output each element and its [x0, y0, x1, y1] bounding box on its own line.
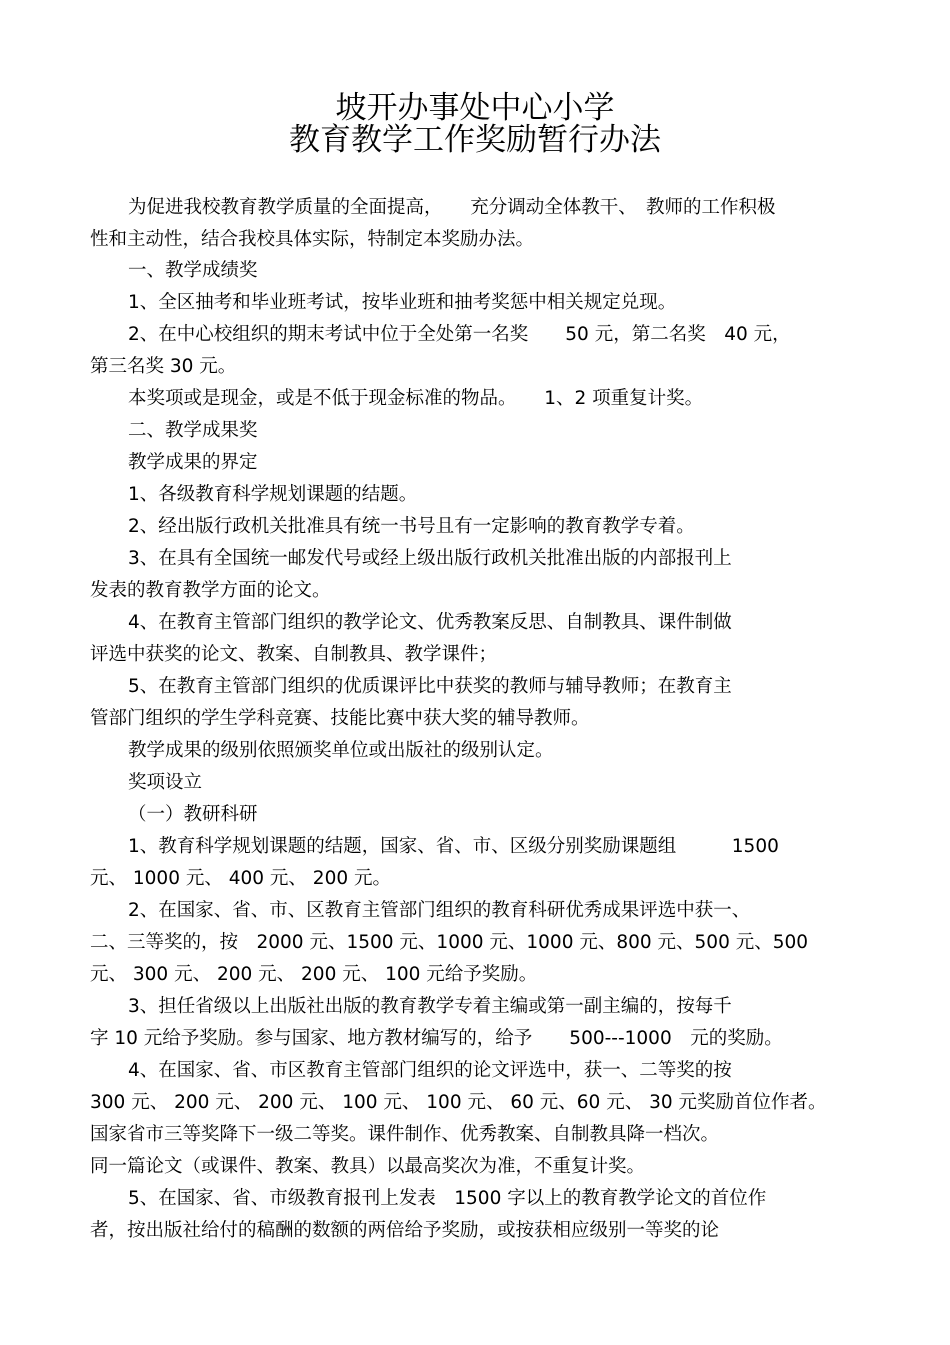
body-line: 教学成果的级别依照颁奖单位或出版社的级别认定。 [128, 740, 554, 761]
body-line: 者，按出版社给付的稿酬的数额的两倍给予奖励，或按获相应级别一等奖的论 [90, 1220, 720, 1241]
body-line: 2、经出版行政机关批准具有统一书号且有一定影响的教育教学专着。 [128, 516, 695, 537]
body-line: 二、三等奖的，按 2000 元、1500 元、1000 元、1000 元、800 元、500 元、500 [90, 932, 809, 953]
body-line: 第三名奖 30 元。 [90, 356, 237, 377]
body-line: 发表的教育教学方面的论文。 [90, 580, 331, 601]
body-line: 国家省市三等奖降下一级二等奖。课件制作、优秀教案、自制教具降一档次。 [90, 1124, 720, 1145]
section-heading: 一、教学成绩奖 [128, 260, 258, 281]
title-line-1: 坡开办事处中心小学 [335, 90, 615, 126]
body-line: 5、在国家、省、市级教育报刊上发表 1500 字以上的教育教学论文的首位作 [128, 1188, 767, 1209]
body-line: 2、在中心校组织的期末考试中位于全处第一名奖 50 元，第二名奖 40 元， [128, 324, 791, 345]
body-line: 4、在教育主管部门组织的教学论文、优秀教案反思、自制教具、课件制做 [128, 612, 732, 633]
body-line: 同一篇论文（或课件、教案、教具）以最高奖次为准，不重复计奖。 [90, 1156, 646, 1177]
body-line: 3、担任省级以上出版社出版的教育教学专着主编或第一副主编的，按每千 [128, 996, 732, 1017]
body-line: 1、教育科学规划课题的结题，国家、省、市、区级分别奖励课题组 1500 [128, 836, 779, 857]
body-line: 性和主动性，结合我校具体实际，特制定本奖励办法。 [90, 229, 535, 250]
section-heading: 二、教学成果奖 [128, 420, 258, 441]
body-line: 本奖项或是现金，或是不低于现金标准的物品。 1、2 项重复计奖。 [128, 388, 704, 409]
section-heading: （一）教研科研 [128, 804, 258, 825]
body-line: 4、在国家、省、市区教育主管部门组织的论文评选中，获一、二等奖的按 [128, 1060, 732, 1081]
body-line: 教学成果的界定 [128, 452, 258, 473]
body-line: 1、全区抽考和毕业班考试，按毕业班和抽考奖惩中相关规定兑现。 [128, 292, 677, 313]
body-line: 为促进我校教育教学质量的全面提高， 充分调动全体教干、 教师的工作积极 [128, 197, 776, 218]
body-line: 2、在国家、省、市、区教育主管部门组织的教育科研优秀成果评选中获一、 [128, 900, 751, 921]
body-line: 管部门组织的学生学科竞赛、技能比赛中获大奖的辅导教师。 [90, 708, 590, 729]
body-line: 3、在具有全国统一邮发代号或经上级出版行政机关批准出版的内部报刊上 [128, 548, 732, 569]
title-line-2: 教育教学工作奖励暂行办法 [289, 122, 661, 158]
body-line: 300 元、 200 元、 200 元、 100 元、 100 元、 60 元、60 元、 30 元奖励首位作者。 [90, 1092, 827, 1113]
body-line: 元、 1000 元、 400 元、 200 元。 [90, 868, 391, 889]
section-heading: 奖项设立 [128, 772, 203, 793]
body-line: 评选中获奖的论文、教案、自制教具、教学课件； [90, 644, 498, 665]
body-line: 5、在教育主管部门组织的优质课评比中获奖的教师与辅导教师；在教育主 [128, 676, 732, 697]
body-line: 字 10 元给予奖励。参与国家、地方教材编写的，给予 500---1000 元的奖励。 [90, 1028, 783, 1049]
body-line: 1、各级教育科学规划课题的结题。 [128, 484, 418, 505]
body-line: 元、 300 元、 200 元、 200 元、 100 元给予奖励。 [90, 964, 538, 985]
